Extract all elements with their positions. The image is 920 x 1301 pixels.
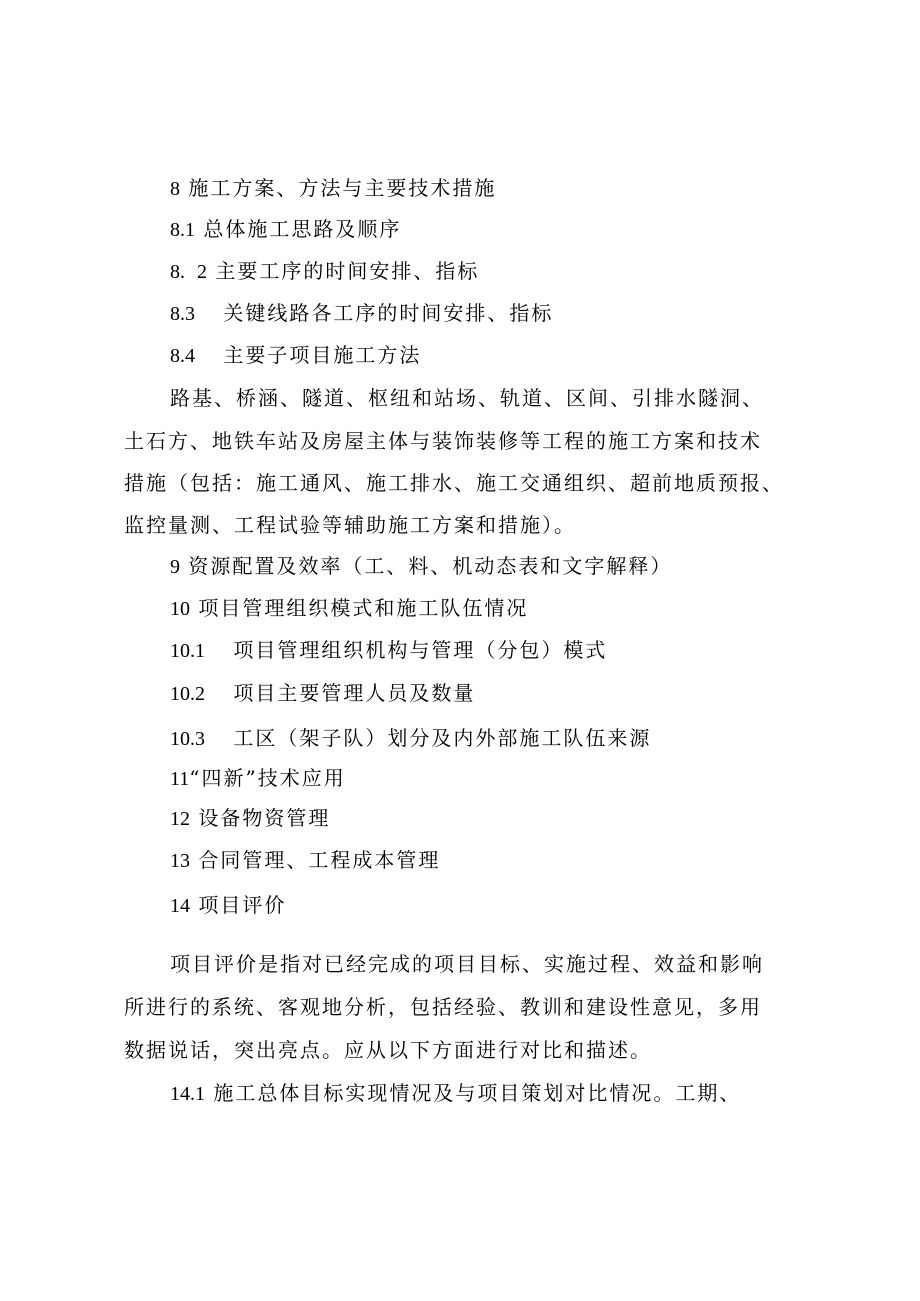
heading-text: 施工方案、方法与主要技术措施 [188, 176, 497, 200]
heading-text: 项目管理组织模式和施工队伍情况 [198, 596, 529, 620]
heading-number: 8.3 [170, 303, 195, 325]
heading-number: 10 [170, 598, 190, 620]
heading-13 [170, 846, 440, 875]
heading-text: 主要子项目施工方法 [223, 343, 422, 367]
heading-text: 关键线路各工序的时间安排、指标 [223, 301, 554, 325]
heading-10-3 [170, 724, 651, 753]
heading-number: 8.4 [170, 345, 195, 367]
heading-text: 项目评价 [198, 893, 287, 917]
heading-number: 13 [170, 850, 190, 872]
heading-8-2 [170, 257, 479, 286]
heading-number: 10.3 [170, 728, 205, 750]
heading-8-4 [170, 341, 421, 370]
heading-8-1 [170, 215, 401, 244]
heading-10 [170, 594, 528, 623]
heading-12 [170, 804, 330, 833]
paragraph-line: 数据说话，突出亮点。应从以下方面进行对比和描述。 [124, 1038, 652, 1062]
heading-number: 12 [170, 808, 190, 830]
heading-number: 10.2 [170, 683, 205, 705]
heading-text: 合同管理、工程成本管理 [198, 848, 441, 872]
heading-number-part: 2 [197, 261, 207, 283]
heading-number: 8 [170, 178, 180, 200]
paragraph-line: 措施（包括：施工通风、施工排水、施工交通组织、超前地质预报、 [124, 471, 784, 495]
heading-text: 施工总体目标实现情况及与项目策划对比情况。工期、 [213, 1081, 742, 1105]
heading-14-1 [170, 1079, 741, 1108]
heading-8-3 [170, 299, 553, 328]
heading-number: 10.1 [170, 640, 205, 662]
heading-text: 资源配置及效率（工、料、机动态表和文字解释） [188, 554, 673, 578]
heading-number: 8. [170, 261, 185, 283]
heading-9 [170, 552, 672, 581]
heading-number: 9 [170, 556, 180, 578]
paragraph-line: 路基、桥涵、隧道、枢纽和站场、轨道、区间、引排水隧洞、 [170, 386, 764, 410]
heading-text: 工区（架子队）划分及内外部施工队伍来源 [233, 726, 652, 750]
heading-text: 主要工序的时间安排、指标 [215, 259, 480, 283]
paragraph-line: 所进行的系统、客观地分析，包括经验、教训和建设性意见，多用 [124, 995, 762, 1019]
heading-10-2 [170, 679, 475, 708]
heading-number: 14 [170, 895, 190, 917]
heading-11 [170, 764, 346, 793]
paragraph-line: 监控量测、工程试验等辅助施工方案和措施）。 [124, 513, 576, 537]
paragraph-line: 项目评价是指对已经完成的项目目标、实施过程、效益和影响 [170, 952, 764, 976]
heading-number: 14.1 [170, 1083, 205, 1105]
heading-number: 8.1 [170, 219, 195, 241]
heading-8 [170, 174, 496, 203]
heading-number: 11 [170, 768, 190, 790]
heading-text: 设备物资管理 [198, 806, 331, 830]
heading-text: 项目主要管理人员及数量 [233, 681, 476, 705]
heading-text: 项目管理组织机构与管理（分包）模式 [233, 638, 608, 662]
heading-text: “四新”技术应用 [189, 766, 346, 790]
heading-14 [170, 891, 286, 920]
paragraph-line: 土石方、地铁车站及房屋主体与装饰装修等工程的施工方案和技术 [124, 429, 762, 453]
heading-10-1 [170, 636, 607, 665]
heading-text: 总体施工思路及顺序 [203, 217, 402, 241]
